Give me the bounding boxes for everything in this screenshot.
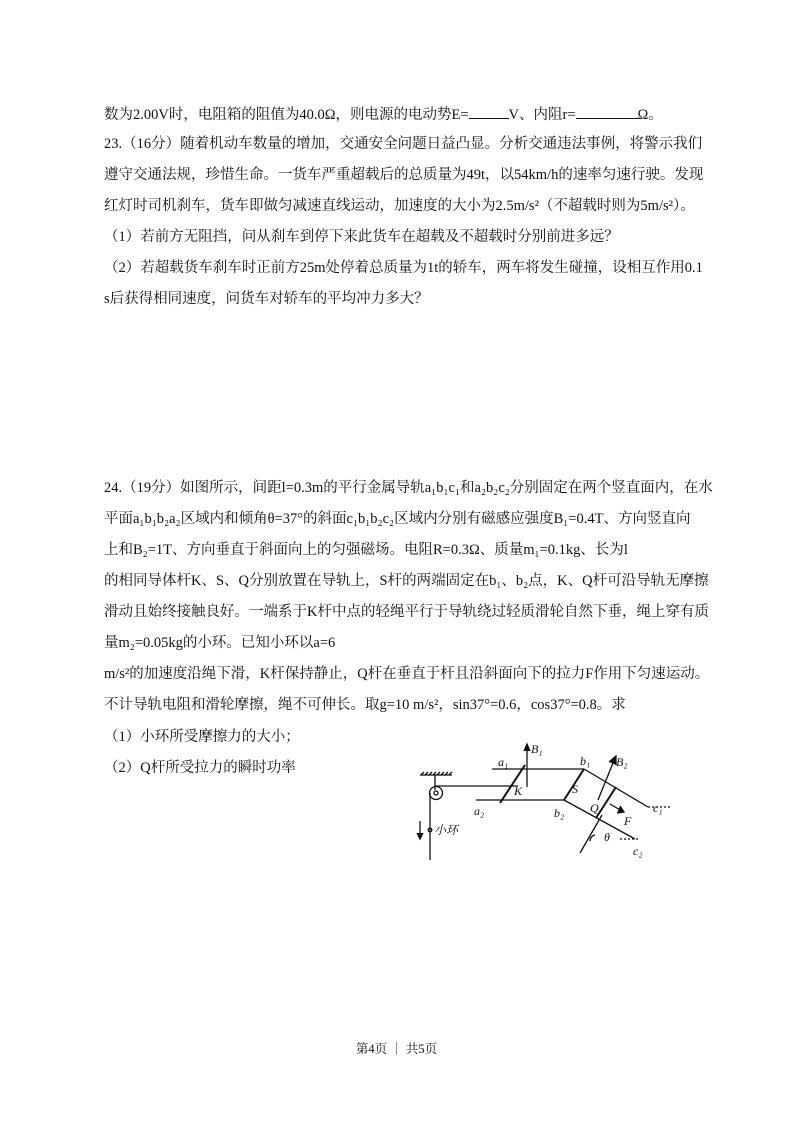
q24-line: 的相同导体杆K、S、Q分别放置在导轨上，S杆的两端固定在b₁、b₂点，K、Q杆可沿导轨无摩擦 [104, 573, 709, 589]
emf-blank[interactable] [469, 104, 509, 119]
q24-line: m/s²的加速度沿绳下滑，K杆保持静止，Q杆在垂直于杆且沿斜面向下的拉力F作用下匀速运动。 [104, 666, 710, 682]
label-b1: b₁ [580, 754, 591, 768]
q24-line: 滑动且始终接触良好。一端系于K杆中点的轻绳平行于导轨绕过轻质滑轮自然下垂，绳上穿有质 [104, 604, 709, 620]
label-F: F [624, 814, 632, 828]
resistance-blank[interactable] [576, 104, 638, 119]
page-footer: 第4页 ｜ 共5页 [355, 1042, 438, 1056]
label-S: S [572, 782, 578, 796]
pulley-icon [430, 787, 443, 800]
q23-part1: （1）若前方无阻挡，问从刹车到停下来此货车在超载及不超载时分别前进多远？ [104, 229, 619, 245]
q24-line: 24.（19分）如图所示，间距l=0.3m的平行金属导轨a₁b₁c₁和a₂b₂c₂分别固定在两个竖直面内，在水 [104, 480, 713, 496]
label-a2: a₂ [474, 804, 485, 818]
q23-line: 遵守交通法规，珍惜生命。一货车严重超载后的总质量为49t，以54km/h的速率匀速行驶。发现 [104, 167, 704, 183]
label-B1: B₁ [531, 742, 543, 756]
q22-text: 数为2.00V时，电阻箱的阻值为40.0Ω，则电源的电动势E= [104, 107, 469, 123]
label-theta: θ [604, 830, 610, 844]
rail-diagram [390, 735, 690, 865]
q22-text-end: Ω。 [637, 107, 663, 123]
q23-line: s后获得相同速度，问货车对轿车的平均冲力多大？ [104, 291, 429, 307]
label-c1: c₁ [653, 801, 663, 815]
label-b2: b₂ [554, 806, 565, 820]
q24-line: 不计导轨电阻和滑轮摩擦，绳不可伸长。取g=10 m/s²，sin37°=0.6，cos37°=0.8。求 [104, 697, 626, 713]
q23-line: 红灯时司机刹车，货车即做匀减速直线运动，加速度的大小为2.5m/s²（不超载时则为5m/s²）。 [104, 198, 695, 214]
label-a1: a₁ [498, 755, 509, 769]
q23-line: 23.（16分）随着机动车数量的增加，交通安全问题日益凸显。分析交通违法事例，将警示我们 [104, 136, 703, 152]
label-K: K [514, 784, 523, 798]
q22-text-mid: V、内阻r= [508, 107, 576, 123]
label-B2: B₂ [616, 755, 628, 769]
q24-line: 上和B₂=1T、方向垂直于斜面向上的匀强磁场。电阻R=0.3Ω、质量m₁=0.1kg、长为l [104, 542, 628, 558]
q24-line: 平面a₁b₁b₂a₂区域内和倾角θ=37°的斜面c₁b₁b₂c₂区域内分别有磁感应强度B₁=0.4T、方向竖直向 [104, 511, 691, 527]
label-Q: Q [590, 801, 599, 815]
q24-part2: （2）Q杆所受拉力的瞬时功率 [104, 760, 296, 776]
q22-answer-line [104, 104, 663, 124]
label-c2: c₂ [633, 844, 643, 858]
label-ring: 小环 [434, 823, 459, 837]
q24-line: 量m₂=0.05kg的小环。已知小环以a=6 [104, 635, 336, 651]
q23-part2: （2）若超载货车刹车时正前方25m处停着总质量为1t的轿车，两车将发生碰撞，设相互作用0.1 [104, 260, 703, 276]
q24-part1: （1）小环所受摩擦力的大小； [104, 729, 300, 745]
